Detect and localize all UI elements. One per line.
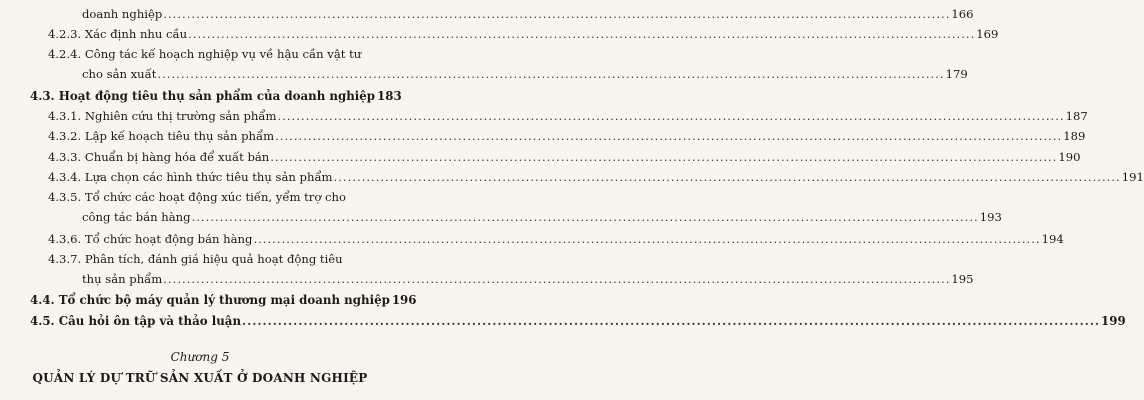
toc-entry <box>0 252 974 286</box>
toc-entry-number: 4.5. <box>30 314 55 328</box>
toc-entry-number: 4.3.4. <box>48 170 82 184</box>
toc-entry-title: doanh nghiệp <box>82 7 163 21</box>
toc-entry-page: 189 <box>1063 129 1086 143</box>
toc-entry-number: 4.3.1. <box>48 109 82 123</box>
toc-entry-title: Hoạt động tiêu thụ sản phẩm của doanh nghiệp <box>58 89 376 103</box>
toc-entry-page: 199 <box>1101 314 1126 328</box>
toc-entry-page: 166 <box>951 7 974 21</box>
toc-entry <box>0 150 1081 164</box>
toc-section-entry <box>0 293 417 307</box>
toc-entry-number: 4.3.2. <box>48 129 82 143</box>
leader-dots <box>192 210 979 224</box>
toc-entry-page: 196 <box>391 293 417 307</box>
leader-dots <box>253 232 1040 246</box>
toc-entry-title: Tổ chức hoạt động bán hàng <box>84 232 253 246</box>
toc-entry-number: 4.4. <box>30 293 55 307</box>
toc-entry-title: Nghiên cứu thị trường sản phẩm <box>84 109 277 123</box>
toc-entry <box>0 7 974 21</box>
leader-dots <box>275 129 1062 143</box>
toc-entry-title: Tổ chức bộ máy quản lý thương mại doanh nghiệp <box>58 293 390 307</box>
toc-entry-title-cont: công tác bán hàng <box>82 210 191 224</box>
toc-entry <box>0 232 1064 246</box>
leader-dots <box>163 272 950 286</box>
toc-entry-page: 190 <box>1058 150 1081 164</box>
toc-entry <box>0 129 1086 143</box>
toc-entry-page: 169 <box>976 27 999 41</box>
toc-entry-page: 179 <box>945 67 968 81</box>
toc-entry-title: Câu hỏi ôn tập và thảo luận <box>58 314 242 328</box>
toc-entry-title: Chuẩn bị hàng hóa để xuất bán <box>84 150 270 164</box>
toc-entry-title: Phân tích, đánh giá hiệu quả hoạt động tiêu <box>84 252 343 266</box>
toc-entry-title: Tổ chức các hoạt động xúc tiến, yểm trợ cho <box>84 190 346 204</box>
toc-entry <box>0 170 1144 184</box>
leader-dots <box>270 150 1057 164</box>
toc-entry-page: 191 <box>1121 170 1144 184</box>
toc-entry-title: Xác định nhu cầu <box>84 27 188 41</box>
toc-entry-number: 4.2.3. <box>48 27 82 41</box>
toc-entry-title-cont: thụ sản phẩm <box>82 272 163 286</box>
toc-entry-title: Công tác kế hoạch nghiệp vụ về hậu cần vật tư <box>84 47 362 61</box>
toc-entry <box>0 47 968 81</box>
toc-entry-number: 4.2.4. <box>48 47 82 61</box>
leader-dots <box>163 7 950 21</box>
toc-entry-number: 4.3.5. <box>48 190 82 204</box>
toc-entry-page: 195 <box>951 272 974 286</box>
toc-entry-number: 4.3.6. <box>48 232 82 246</box>
toc-entry-number: 4.3.7. <box>48 252 82 266</box>
leader-dots <box>188 27 975 41</box>
leader-dots <box>334 170 1121 184</box>
toc-entry-title: Lựa chọn các hình thức tiêu thụ sản phẩm <box>84 170 333 184</box>
toc-section-entry <box>0 89 400 103</box>
toc-entry-number: 4.3.3. <box>48 150 82 164</box>
toc-entry-page: 183 <box>377 89 402 103</box>
toc-entry-number: 4.3. <box>30 89 55 103</box>
toc-entry <box>0 109 1088 123</box>
leader-dots <box>277 109 1064 123</box>
toc-entry-page: 194 <box>1041 232 1064 246</box>
leader-dots <box>157 67 944 81</box>
toc-entry <box>0 27 999 41</box>
toc-section-entry <box>0 314 1126 328</box>
toc-entry-title-cont: cho sản xuất <box>82 67 157 81</box>
chapter-label: Chương 5 <box>170 350 230 364</box>
toc-entry-title: Lập kế hoạch tiêu thụ sản phẩm <box>84 129 275 143</box>
toc-entry <box>0 190 1002 224</box>
leader-dots <box>242 314 1100 328</box>
toc-entry-page: 193 <box>979 210 1002 224</box>
toc-entry-page: 187 <box>1065 109 1088 123</box>
chapter-title: QUẢN LÝ DỰ TRỮ SẢN XUẤT Ở DOANH NGHIỆP <box>32 371 368 385</box>
